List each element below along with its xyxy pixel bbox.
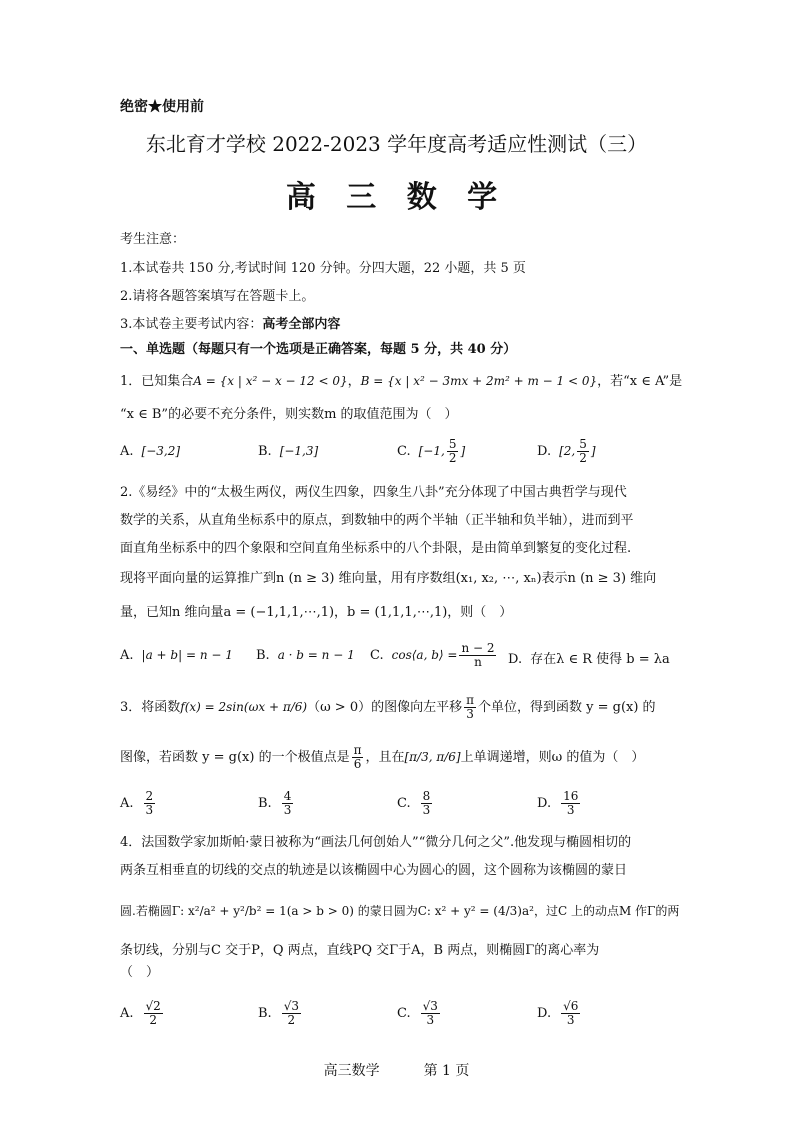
q4-option-b-frac [282,1000,301,1027]
notice-content-bold: 高考全部内容 [262,317,341,332]
q3-line1-tail: 个单位，得到函数 y = g(x) 的 [477,700,656,715]
q3-line2-tail: 上单调递增，则ω 的值为（ ） [460,750,645,765]
q1-option-c-den: 2 [448,451,457,465]
q3-and-on: ，且在 [365,750,405,765]
q4-option-d-frac [561,1000,580,1027]
q1-option-c-num: 5 [448,437,457,451]
q3-option-d-frac [561,790,580,817]
q1-option-a-label: A. [120,444,134,459]
q1-option-d-num: 5 [579,437,587,451]
q1-option-d[interactable] [537,438,596,465]
q4-option-d[interactable] [537,1000,582,1027]
q1-line1: 1．已知集合A = {x | x² − x − 12 < 0}，B = {x | x² − 3mx + 2m² + m − 1 < 0}，若“x ∈ A”是 [120,374,683,389]
q1-option-c[interactable] [397,438,465,465]
q2-line3: 面直角坐标系中的四个象限和空间直角坐标系中的八个卦限，是由简单到繁复的变化过程. [120,541,632,556]
q4-option-a[interactable] [120,1000,165,1027]
q1-set-b: B = {x | x² − 3mx + 2m² + m − 1 < 0} [360,374,598,388]
footer-subject: 高三数学 [323,1063,380,1079]
q3-option-c-den: 3 [422,803,431,817]
q1-option-b-label: B. [258,444,272,459]
q1-option-b[interactable] [258,444,318,459]
q3-option-c-label: C. [397,796,411,811]
q2-option-c-den: n [474,655,482,669]
q1-option-c-frac [447,438,459,465]
q3-shift-text: （ω > 0）的图像向左平移 [307,700,463,715]
q2-line1: 2.《易经》中的“太极生两仪，两仪生四象，四象生八卦”充分体现了中国古典哲学与现代 [120,485,627,500]
q4-option-a-num: √2 [145,999,161,1013]
q1-set-a: A = {x | x² − x − 12 < 0} [193,374,348,388]
q2-option-d[interactable] [508,648,670,667]
q4-line3: 圆.若椭圆Γ: x²/a² + y²/b² = 1(a > b > 0) 的蒙日圆为C: x² + y² = (4/3)a²，过C 上的动点M 作Γ的两 [120,904,680,918]
q3-function: f(x) = 2sin(ωx + π/6) [180,700,308,714]
q3-extreme-num: π [353,743,362,757]
q3-option-a-frac [144,790,156,817]
q3-shift-den: 3 [466,707,474,721]
q3-extreme-frac [352,744,364,771]
q4-option-d-num: √6 [563,999,579,1013]
q2-option-c-num: n − 2 [461,641,495,655]
q2-option-a[interactable] [120,648,233,663]
q3-option-a-label: A. [120,796,134,811]
q4-option-c-num: √3 [422,999,438,1013]
q3-line2 [120,744,644,771]
q4-option-b-label: B. [258,1006,272,1021]
q1-option-c-pre: [−1, [418,444,445,458]
q1-option-d-label: D. [537,444,552,459]
q3-option-d[interactable] [537,790,582,817]
q3-option-c[interactable] [397,790,434,817]
notice-item-1: 1.本试卷共 150 分,考试时间 120 分钟。分四大题，22 小题，共 5 页 [120,261,526,276]
notice-title: 考生注意： [120,232,186,247]
q1-intro: 1．已知集合 [120,374,194,389]
q4-option-c-label: C. [397,1006,411,1021]
q3-interval: [π/3, π/6] [404,750,461,764]
q4-line5: （ ） [120,965,160,980]
q4-option-b-num: √3 [283,999,299,1013]
q2-option-a-text: |a + b| = n − 1 [141,648,233,662]
q1-option-d-den: 2 [579,451,587,465]
q3-extreme-den: 6 [353,757,362,771]
notice-item-3 [120,313,340,332]
q3-option-c-num: 8 [422,789,431,803]
q1-option-c-label: C. [397,444,411,459]
footer-page-number: 第 1 页 [423,1063,470,1079]
notice-item-3-text: 3.本试卷主要考试内容： [120,317,263,332]
q4-option-d-label: D. [537,1006,552,1021]
q2-option-b-label: B. [256,648,270,663]
q4-option-c-frac [421,1000,440,1027]
q3-option-d-den: 3 [566,803,575,817]
q4-option-a-label: A. [120,1006,134,1021]
q1-option-a[interactable] [120,444,180,459]
section-single-choice: 一、单选题（每题只有一个选项是正确答案，每题 5 分，共 40 分） [120,342,517,357]
q2-option-c-frac [459,642,496,669]
q4-line4: 条切线，分别与C 交于P，Q 两点，直线PQ 交Γ于A，B 两点，则椭圆Γ的离心率为 [120,943,600,958]
q2-option-d-label: D. [508,652,523,667]
q3-option-b[interactable] [258,790,295,817]
q3-option-b-num: 4 [283,789,292,803]
q1-option-b-text: [−1,3] [279,444,319,458]
q4-line1: 4．法国数学家加斯帕·蒙日被称为“画法几何创始人”“微分几何之父”.他发现与椭圆相切的 [120,835,632,850]
q1-option-d-frac [577,438,589,465]
q3-shift-num: π [466,693,474,707]
q3-line1 [120,694,656,721]
q3-option-d-label: D. [537,796,552,811]
q4-option-a-frac [144,1000,163,1027]
page-footer [0,1060,793,1080]
q2-option-b-text: a · b = n − 1 [277,648,355,662]
q2-option-a-label: A. [120,648,134,663]
q3-option-b-frac [282,790,294,817]
q1-option-a-text: [−3,2] [141,444,181,458]
q1-option-d-pre: [2, [559,444,576,458]
q3-option-a[interactable] [120,790,157,817]
q2-line4: 现将平面向量的运算推广到n (n ≥ 3) 维向量，用有序数组(x₁, x₂, ⋯, xₙ)表示n (n ≥ 3) 维向 [120,571,657,586]
q1-option-c-post: ] [460,444,466,458]
q2-option-c-pre: cos⟨a, b⟩ = [391,648,458,662]
q3-intro: 3．将函数 [120,700,181,715]
q1-condition: ，若“x ∈ A”是 [597,374,683,389]
q2-option-c[interactable] [370,642,498,669]
q4-option-b-den: 2 [287,1013,296,1027]
school-title: 东北育才学校 2022-2023 学年度高考适应性测试（三） [145,132,648,156]
q2-line2: 数学的关系，从直角坐标系中的原点，到数轴中的两个半轴（正半轴和负半轴），进而到平 [120,513,634,528]
q3-option-a-num: 2 [145,789,154,803]
q3-shift-frac [464,694,476,721]
q4-option-b[interactable] [258,1000,303,1027]
q4-option-c-den: 3 [426,1013,435,1027]
q2-line5: 量，已知n 维向量a = (−1,1,1,⋯,1)，b = (1,1,1,⋯,1)，则（ ） [120,605,513,620]
q3-option-d-num: 16 [563,789,579,803]
q2-option-d-text: 存在λ ∈ R 使得 b = λa [530,652,670,667]
subject-title: 高 三 数 学 [285,180,508,215]
q3-option-b-label: B. [258,796,272,811]
q4-option-c[interactable] [397,1000,442,1027]
q4-line2: 两条互相垂直的切线的交点的轨迹是以该椭圆中心为圆心的圆，这个圆称为该椭圆的蒙日 [120,863,628,878]
q3-line2-text: 图像，若函数 y = g(x) 的一个极值点是 [120,750,350,765]
q3-option-b-den: 3 [283,803,292,817]
secret-label: 绝密★使用前 [120,99,204,115]
q2-option-b[interactable] [256,648,355,663]
q1-option-d-post: ] [590,444,596,458]
q4-option-a-den: 2 [149,1013,157,1027]
q1-line2: “x ∈ B”的必要不充分条件，则实数m 的取值范围为（ ） [120,407,458,422]
q3-option-c-frac [421,790,433,817]
q4-option-d-den: 3 [566,1013,575,1027]
q2-option-c-label: C. [370,648,384,663]
notice-item-2: 2.请将各题答案填写在答题卡上。 [120,289,315,304]
q3-option-a-den: 3 [145,803,154,817]
